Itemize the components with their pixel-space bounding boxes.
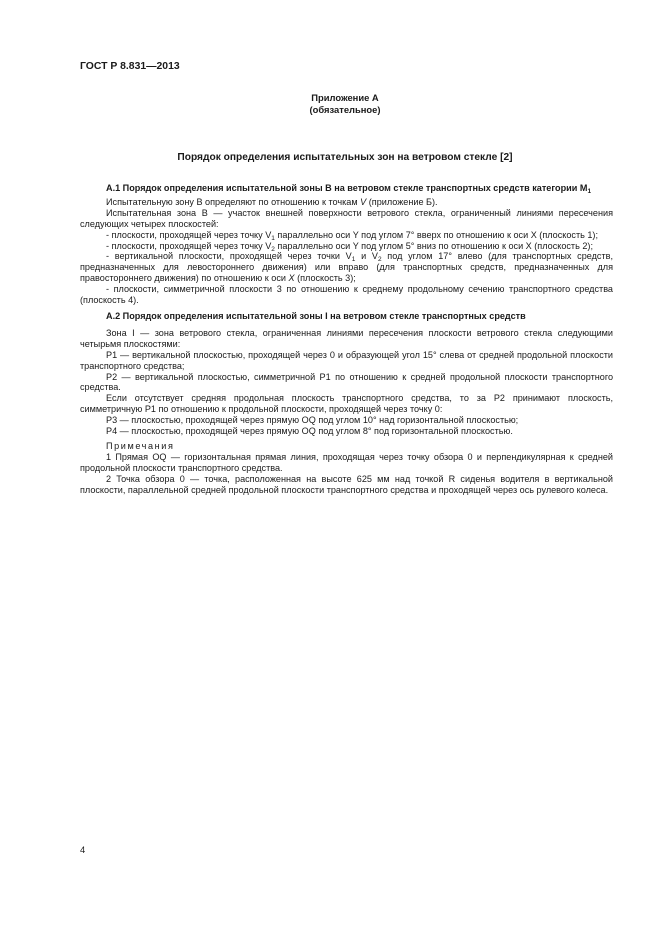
body-text [80, 183, 613, 495]
bullet-text: (плоскость 3); [294, 273, 356, 284]
bullet-subscript: 1 [271, 234, 275, 242]
page-number: 4 [80, 844, 86, 855]
section-a2-plane-p3: Р3 — плоскостью, проходящей через прямую OQ под углом 10° над горизонтальной плоскостью; [106, 415, 519, 426]
paragraph-variable: V [360, 196, 367, 207]
bullet-text: - плоскости, проходящей через точку V [106, 229, 272, 240]
section-a2-heading: А.2 Порядок определения испытательной зоны I на ветровом стекле транспортных средств [106, 310, 526, 321]
bullet-text: параллельно оси Y под углом 5° вниз по отношению к оси X (плоскость 2); [274, 240, 593, 251]
bullet-subscript: 2 [377, 256, 382, 264]
bullet-subscript: 1 [351, 256, 356, 264]
section-a2-plane-p2: Р2 — вертикальной плоскостью, симметричной Р1 по отношению к средней продольной плоскости транспортного средства. [80, 371, 613, 393]
paragraph-text: Испытательную зону В определяют по отношению к точкам [106, 196, 361, 207]
section-a1-bullet-4: - плоскости, симметричной плоскости 3 по отношению к среднему продольному сечению транспортного средства (плоскость 4). [80, 284, 613, 306]
section-a1-bullet-1 [80, 230, 613, 241]
section-a1-heading-subscript: 1 [587, 188, 592, 195]
bullet-text: под углом 17° влево (для транспортных средств, предназначенных для левостороннего движения) или вправо (для транспортных средств, предназначенных для правостороннего движения) по отношению к оси [80, 251, 613, 284]
note-2: 2 Точка обзора 0 — точка, расположенная на высоте 625 мм над точкой R сиденья водителя в вертикальной плоскости, параллельной средней продольной плоскости транспортного средства и проходящей через ось рулевого колеса. [80, 473, 613, 495]
section-a2-plane-p4: Р4 — плоскостью, проходящей через прямую OQ под углом 8° под горизонтальной плоскостью. [106, 426, 513, 437]
section-a1-paragraph-2: Испытательная зона В — участок внешней поверхности ветрового стекла, ограниченный линиями пересечения следующих четырех плоскостей: [80, 207, 613, 229]
section-a2-paragraph-if: Если отсутствует средняя продольная плоскость транспортного средства, то за Р2 принимают плоскость, симметричную Р1 по отношению к продольной плоскости, проходящей через точку 0: [80, 393, 613, 415]
bullet-text: - плоскости, проходящей через точку V [106, 240, 272, 251]
document-code-header: ГОСТ Р 8.831—2013 [80, 61, 180, 72]
main-title: Порядок определения испытательных зон на ветровом стекле [2] [177, 152, 513, 163]
bullet-text: - вертикальной плоскости, проходящей через точки V [106, 251, 352, 262]
bullet-subscript: 2 [271, 245, 275, 253]
section-a1-bullet-2 [80, 241, 613, 252]
note-1: 1 Прямая OQ — горизонтальная прямая линия, проходящая через точку обзора 0 и перпендикулярная к средней продольной плоскости транспортного средства. [80, 451, 613, 473]
section-a1-heading-text: А.1 Порядок определения испытательной зоны В на ветровом стекле транспортных средств категории М [106, 183, 588, 193]
notes-heading: Примечания [106, 440, 175, 451]
bullet-text: и V [355, 251, 378, 262]
section-a1-heading [80, 183, 613, 194]
section-a2-paragraph-1: Зона I — зона ветрового стекла, ограниченная линиями пересечения плоскости ветрового стекла следующими четырьмя плоскостями: [80, 327, 613, 349]
section-a1-bullet-3 [80, 251, 613, 284]
appendix-status: (обязательное) [309, 104, 381, 116]
appendix-title: Приложение А [311, 92, 379, 103]
section-a2-plane-p1: Р1 — вертикальной плоскостью, проходящей через 0 и образующей угол 15° слева от средней продольной плоскости транспортного средства; [80, 349, 613, 371]
bullet-text: параллельно оси Y под углом 7° вверх по отношению к оси X (плоскость 1); [274, 229, 598, 240]
bullet-variable: X [288, 273, 295, 284]
appendix-block [80, 92, 610, 116]
paragraph-text: (приложение Б). [366, 196, 438, 207]
section-a1-paragraph-1 [80, 197, 613, 208]
